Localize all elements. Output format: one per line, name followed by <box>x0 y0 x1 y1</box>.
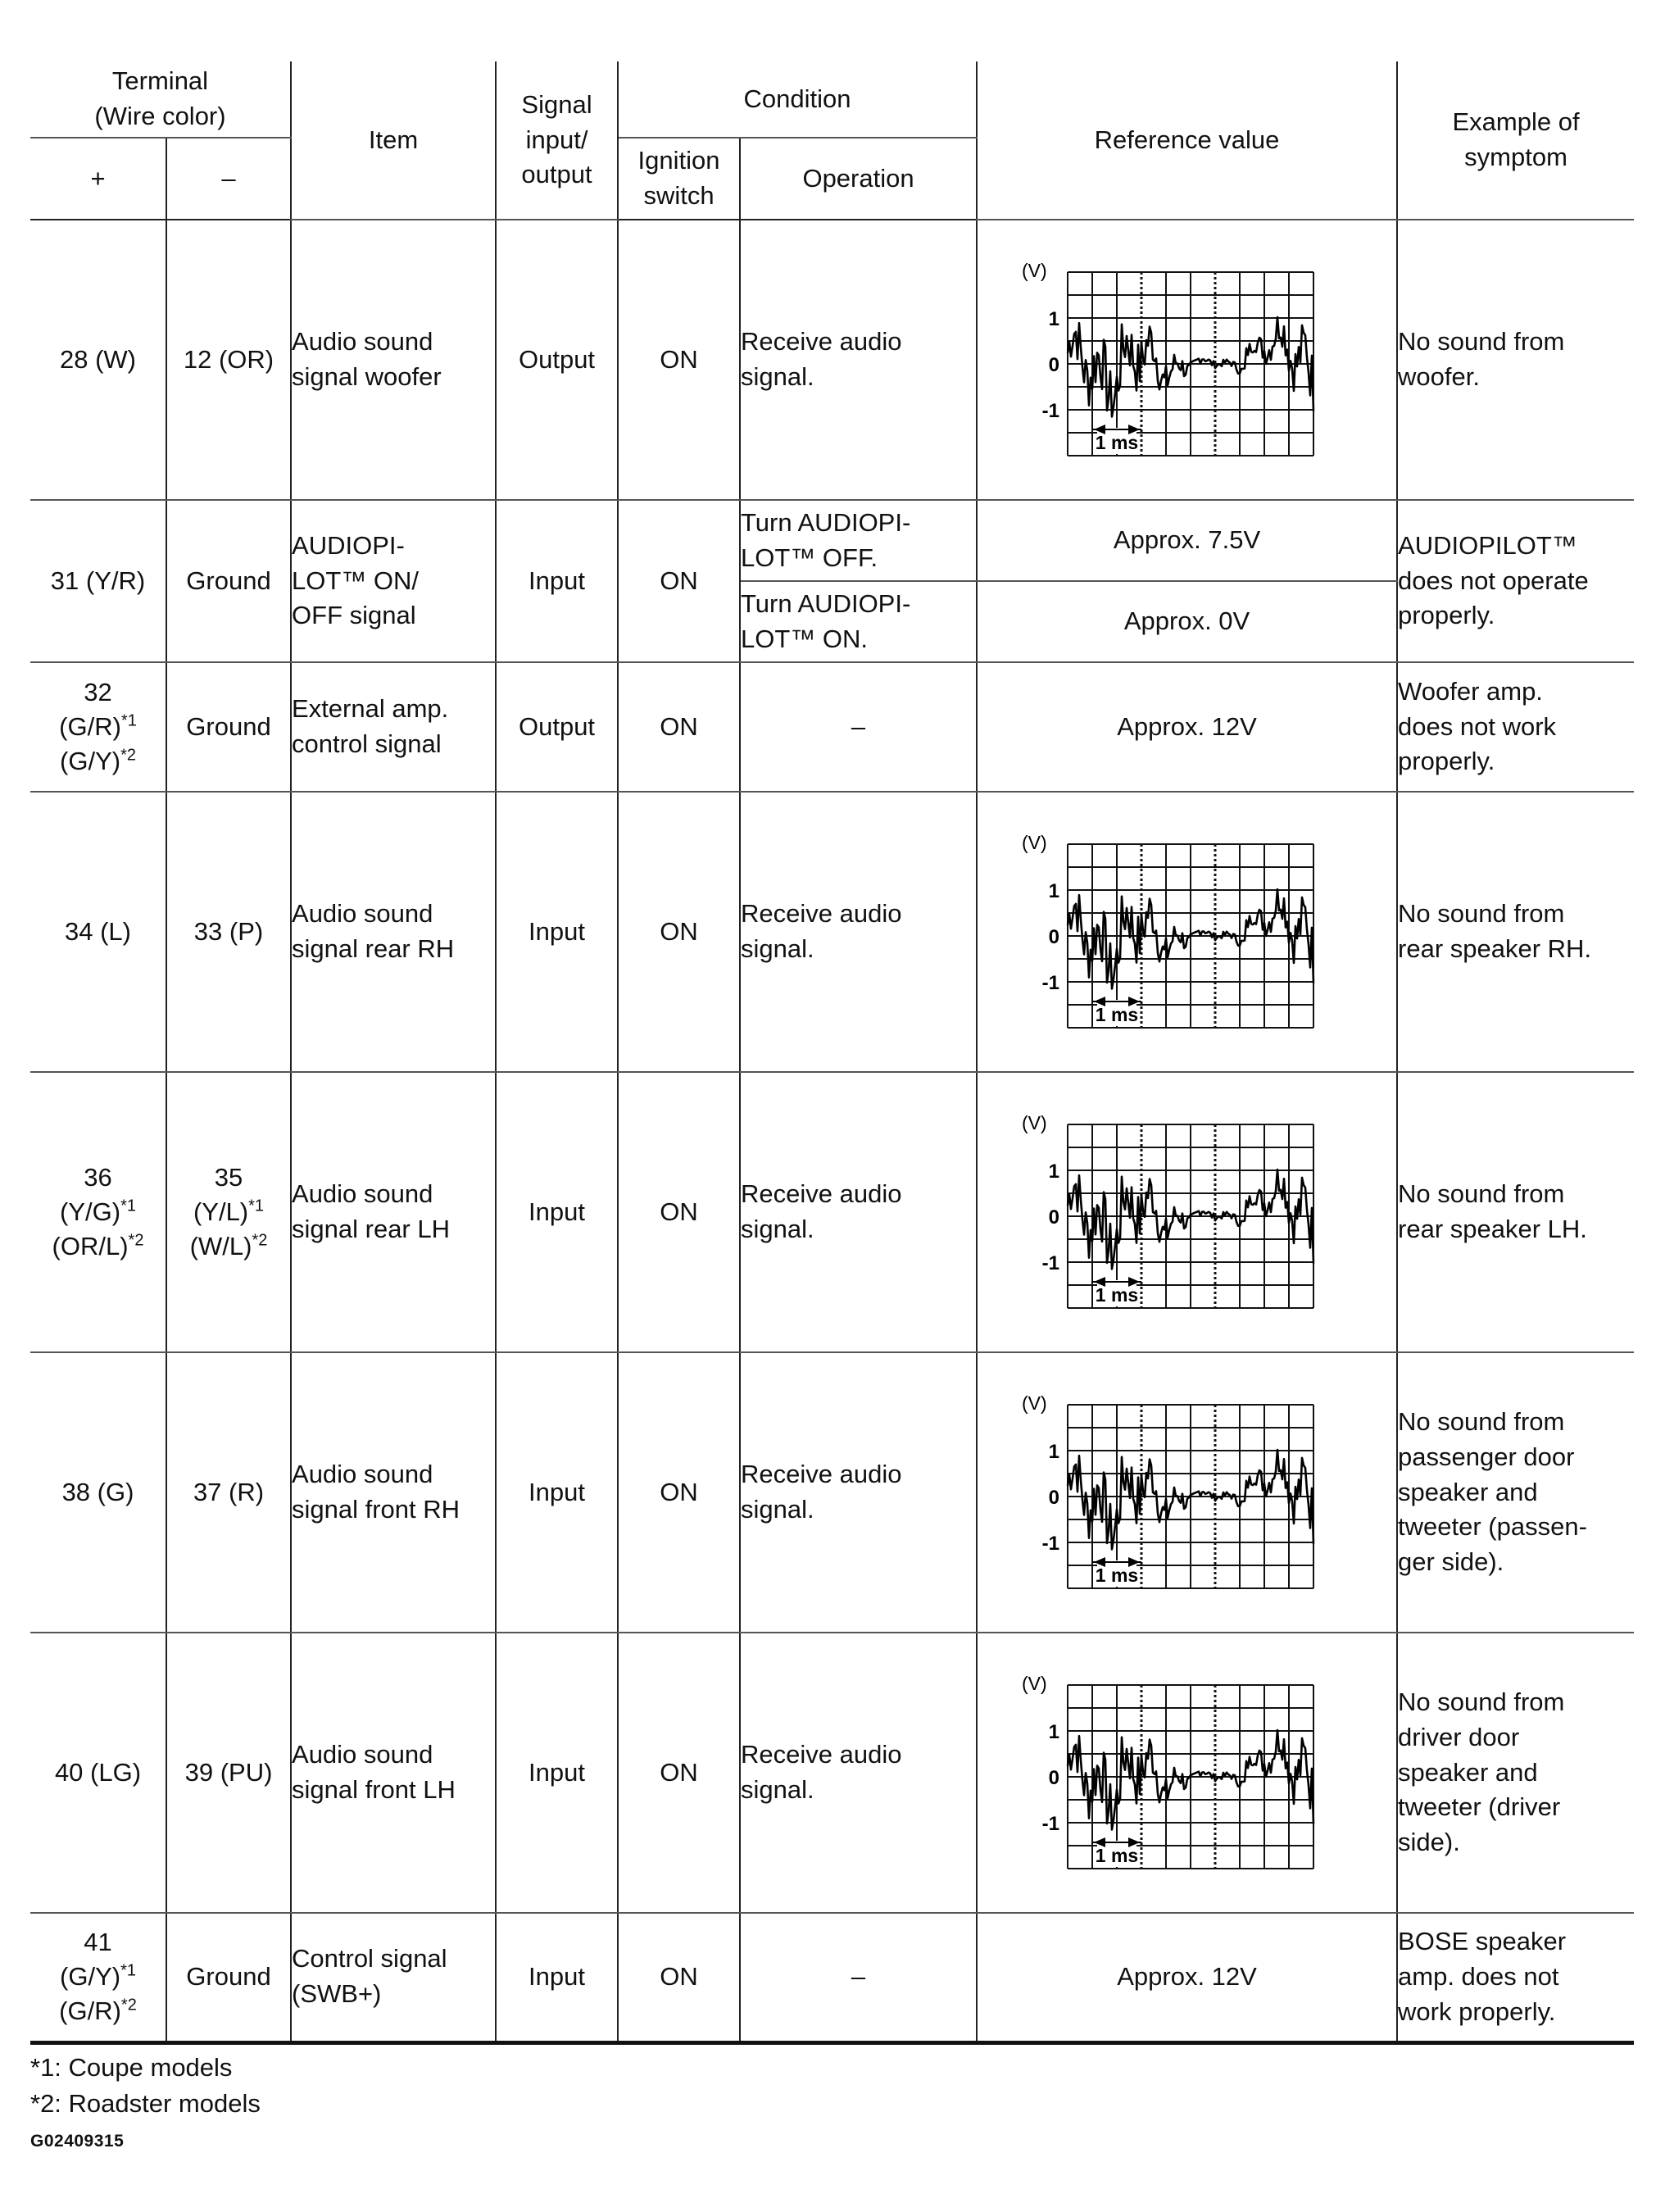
operation-line: Receive audio <box>741 327 902 357</box>
terminal-number: 41 <box>84 1928 112 1957</box>
table-row <box>30 792 1634 1072</box>
item-line: Audio sound <box>292 1740 433 1769</box>
symptom-line: properly. <box>1398 747 1495 776</box>
operation-line: LOT™ ON. <box>741 624 869 653</box>
y-tick-label: -1 <box>1041 1252 1059 1274</box>
symptom-line: No sound from <box>1398 899 1565 929</box>
item-line: Audio sound <box>292 327 433 357</box>
terminal-header-label: Terminal <box>111 66 209 96</box>
ignition-cell: ON <box>618 1633 740 1913</box>
symptom-header-line: symptom <box>1464 143 1567 171</box>
y-tick-label: 0 <box>1048 1767 1059 1789</box>
minus-terminal: Ground <box>166 500 291 662</box>
operation-line: signal. <box>741 1495 814 1524</box>
footnote-ref: *1 <box>120 1197 136 1215</box>
item-line: signal front RH <box>292 1495 460 1524</box>
terminal-reference-sheet <box>30 61 1634 2155</box>
reference-value-cell: Approx. 12V <box>977 662 1397 792</box>
operation-line: signal. <box>741 1215 814 1243</box>
oscilloscope-waveform <box>1015 257 1359 462</box>
time-scale-label: 1 ms <box>1095 432 1138 453</box>
operation-cell <box>740 220 977 500</box>
symptom-line: passenger door <box>1398 1442 1575 1471</box>
reference-value-cell: Approx. 7.5V <box>977 500 1397 581</box>
y-tick-label: -1 <box>1041 1813 1059 1835</box>
symptom-line: No sound from <box>1398 327 1565 357</box>
item-cell <box>291 1913 496 2042</box>
signal-io-header-line: output <box>521 160 592 189</box>
plus-terminal <box>30 1072 166 1352</box>
operation-line: Turn AUDIOPI- <box>741 588 911 618</box>
symptom-line: ger side). <box>1398 1547 1504 1577</box>
table-row <box>30 1352 1634 1633</box>
wire-color: (G/R) <box>59 712 121 742</box>
ignition-header-line: Ignition <box>637 146 720 175</box>
minus-terminal: 39 (PU) <box>166 1633 291 1913</box>
symptom-line: properly. <box>1398 601 1495 630</box>
y-tick-label: 0 <box>1048 1206 1059 1229</box>
symptom-line: No sound from <box>1398 1179 1565 1209</box>
ignition-cell: ON <box>618 1913 740 2042</box>
symptom-line: rear speaker LH. <box>1398 1215 1587 1243</box>
footnote-roadster: *2: Roadster models <box>30 2089 261 2119</box>
minus-terminal: 33 (P) <box>166 792 291 1072</box>
time-scale-label: 1 ms <box>1095 1565 1138 1586</box>
volt-unit-label: (V) <box>1021 1112 1047 1133</box>
minus-terminal <box>166 1072 291 1352</box>
operation-cell <box>740 581 977 662</box>
minus-terminal: 12 (OR) <box>166 220 291 500</box>
operation-line: Receive audio <box>741 899 902 929</box>
symptom-line: rear speaker RH. <box>1398 934 1592 963</box>
table-row <box>30 1633 1634 1913</box>
footnote-ref: *2 <box>120 1996 137 2014</box>
minus-terminal: 37 (R) <box>166 1352 291 1633</box>
table-row <box>30 500 1634 581</box>
item-cell <box>291 1072 496 1352</box>
volt-unit-label: (V) <box>1021 832 1047 853</box>
ignition-cell: ON <box>618 220 740 500</box>
time-scale-label: 1 ms <box>1095 1004 1138 1025</box>
plus-terminal: 38 (G) <box>30 1352 166 1633</box>
terminal-header <box>30 61 291 138</box>
minus-terminal: Ground <box>166 662 291 792</box>
item-line: Audio sound <box>292 899 433 929</box>
wire-color: (W/L) <box>189 1231 252 1260</box>
y-tick-label: 1 <box>1048 880 1059 902</box>
item-cell <box>291 500 496 662</box>
plus-terminal <box>30 1913 166 2042</box>
item-line: Audio sound <box>292 1179 433 1209</box>
plus-terminal: 34 (L) <box>30 792 166 1072</box>
symptom-cell <box>1397 1352 1634 1633</box>
ignition-cell: ON <box>618 792 740 1072</box>
symptom-line: work properly. <box>1398 1996 1556 2026</box>
item-cell <box>291 1633 496 1913</box>
y-tick-label: 0 <box>1048 926 1059 948</box>
symptom-header <box>1397 61 1634 220</box>
y-tick-label: 1 <box>1048 1441 1059 1463</box>
operation-header: Operation <box>740 138 977 220</box>
item-cell <box>291 1352 496 1633</box>
symptom-line: does not operate <box>1398 565 1589 595</box>
symptom-header-line: Example of <box>1452 107 1580 137</box>
item-line: OFF signal <box>292 601 416 630</box>
ignition-cell: ON <box>618 1072 740 1352</box>
symptom-line: BOSE speaker <box>1398 1927 1567 1956</box>
table-row <box>30 220 1634 500</box>
item-line: LOT™ ON/ <box>292 565 420 595</box>
item-header: Item <box>291 61 496 220</box>
operation-cell: – <box>740 1913 977 2042</box>
symptom-line: amp. does not <box>1398 1961 1559 1991</box>
operation-cell: – <box>740 662 977 792</box>
operation-line: LOT™ OFF. <box>741 543 878 572</box>
plus-terminal: 28 (W) <box>30 220 166 500</box>
footnote-ref: *2 <box>120 746 136 765</box>
volt-unit-label: (V) <box>1021 260 1047 281</box>
symptom-line: speaker and <box>1398 1757 1538 1787</box>
y-tick-label: -1 <box>1041 400 1059 422</box>
operation-cell <box>740 1072 977 1352</box>
item-line: (SWB+) <box>292 1979 382 2009</box>
signal-io-cell: Input <box>496 1913 618 2042</box>
plus-terminal: 31 (Y/R) <box>30 500 166 662</box>
y-tick-label: 0 <box>1048 1487 1059 1509</box>
wire-color: (Y/L) <box>193 1197 249 1227</box>
wire-color-header-label: (Wire color) <box>94 102 226 130</box>
plus-terminal-header: + <box>30 138 166 220</box>
item-line: control signal <box>292 729 442 758</box>
y-tick-label: -1 <box>1041 972 1059 994</box>
signal-io-cell: Input <box>496 500 618 662</box>
signal-io-header-line: Signal <box>521 89 592 119</box>
item-line: Control signal <box>292 1944 447 1974</box>
footnote-ref: *1 <box>120 711 137 730</box>
symptom-line: driver door <box>1398 1722 1520 1751</box>
item-line: signal rear LH <box>292 1215 450 1243</box>
item-cell <box>291 220 496 500</box>
wire-color: (Y/G) <box>60 1197 121 1227</box>
reference-value-header: Reference value <box>977 61 1397 220</box>
operation-line: Receive audio <box>741 1179 902 1209</box>
minus-terminal: Ground <box>166 1913 291 2042</box>
footnote-coupe: *1: Coupe models <box>30 2052 233 2082</box>
symptom-line: woofer. <box>1398 362 1480 391</box>
symptom-cell <box>1397 662 1634 792</box>
time-scale-label: 1 ms <box>1095 1284 1138 1306</box>
symptom-line: tweeter (passen- <box>1398 1512 1587 1542</box>
signal-io-cell: Output <box>496 220 618 500</box>
symptom-cell <box>1397 792 1634 1072</box>
symptom-cell <box>1397 500 1634 662</box>
item-cell <box>291 792 496 1072</box>
footnotes <box>30 2050 1634 2155</box>
ignition-cell: ON <box>618 1352 740 1633</box>
symptom-cell <box>1397 220 1634 500</box>
operation-cell <box>740 1633 977 1913</box>
y-tick-label: 1 <box>1048 1721 1059 1743</box>
item-line: signal front LH <box>292 1775 456 1804</box>
item-cell <box>291 662 496 792</box>
symptom-line: speaker and <box>1398 1477 1538 1506</box>
symptom-line: AUDIOPILOT™ <box>1398 530 1577 560</box>
ignition-switch-header <box>618 138 740 220</box>
oscilloscope-waveform <box>1015 1670 1359 1875</box>
signal-io-cell: Input <box>496 792 618 1072</box>
plus-terminal: 40 (LG) <box>30 1633 166 1913</box>
operation-line: Receive audio <box>741 1740 902 1769</box>
signal-io-header-line: input/ <box>525 125 588 154</box>
operation-line: signal. <box>741 362 814 391</box>
operation-line: Receive audio <box>741 1460 902 1489</box>
y-tick-label: 1 <box>1048 1161 1059 1183</box>
symptom-line: does not work <box>1398 711 1557 741</box>
volt-unit-label: (V) <box>1021 1673 1047 1694</box>
symptom-line: tweeter (driver <box>1398 1792 1561 1822</box>
symptom-line: Woofer amp. <box>1398 676 1543 706</box>
ignition-header-line: switch <box>643 181 715 210</box>
item-line: Audio sound <box>292 1460 433 1489</box>
wire-color: (G/Y) <box>60 1962 121 1992</box>
table-row <box>30 1913 1634 2042</box>
item-line: signal rear RH <box>292 934 455 963</box>
plus-terminal <box>30 662 166 792</box>
signal-io-cell: Input <box>496 1633 618 1913</box>
table-row <box>30 1072 1634 1352</box>
item-line: signal woofer <box>292 362 442 391</box>
item-line: AUDIOPI- <box>292 530 405 560</box>
y-tick-label: 0 <box>1048 354 1059 376</box>
operation-line: signal. <box>741 934 814 963</box>
ignition-cell: ON <box>618 500 740 662</box>
symptom-cell <box>1397 1913 1634 2042</box>
signal-io-cell: Input <box>496 1072 618 1352</box>
symptom-line: No sound from <box>1398 1407 1565 1437</box>
time-scale-label: 1 ms <box>1095 1845 1138 1866</box>
operation-cell <box>740 500 977 581</box>
footnote-ref: *1 <box>120 1962 136 1980</box>
item-line: External amp. <box>292 694 449 724</box>
symptom-cell <box>1397 1633 1634 1913</box>
oscilloscope-waveform <box>1015 1110 1359 1315</box>
minus-terminal-header: – <box>166 138 291 220</box>
table-row <box>30 662 1634 792</box>
symptom-line: No sound from <box>1398 1687 1565 1717</box>
operation-cell <box>740 792 977 1072</box>
terminal-reference-table <box>30 61 1634 2045</box>
operation-line: Turn AUDIOPI- <box>741 507 911 537</box>
reference-waveform-cell <box>977 1633 1397 1913</box>
reference-waveform-cell <box>977 1072 1397 1352</box>
symptom-cell <box>1397 1072 1634 1352</box>
terminal-number: 32 <box>84 678 112 707</box>
oscilloscope-waveform <box>1015 829 1359 1034</box>
wire-color: (G/R) <box>59 1996 121 2026</box>
ignition-cell: ON <box>618 662 740 792</box>
condition-header: Condition <box>618 61 977 138</box>
footnote-ref: *2 <box>252 1231 268 1250</box>
terminal-number: 36 <box>84 1163 112 1192</box>
reference-value-cell: Approx. 12V <box>977 1913 1397 2042</box>
symptom-line: side). <box>1398 1828 1460 1857</box>
figure-id: G02409315 <box>30 2132 125 2151</box>
signal-io-cell: Input <box>496 1352 618 1633</box>
reference-waveform-cell <box>977 792 1397 1072</box>
signal-io-header <box>496 61 618 220</box>
volt-unit-label: (V) <box>1021 1392 1047 1414</box>
operation-cell <box>740 1352 977 1633</box>
operation-line: signal. <box>741 1775 814 1804</box>
reference-value-cell: Approx. 0V <box>977 581 1397 662</box>
oscilloscope-waveform <box>1015 1390 1359 1595</box>
y-tick-label: 1 <box>1048 308 1059 330</box>
signal-io-cell: Output <box>496 662 618 792</box>
reference-waveform-cell <box>977 1352 1397 1633</box>
wire-color: (OR/L) <box>52 1231 129 1260</box>
y-tick-label: -1 <box>1041 1533 1059 1555</box>
wire-color: (G/Y) <box>60 746 121 775</box>
reference-waveform-cell <box>977 220 1397 500</box>
table-header <box>30 61 1634 220</box>
footnote-ref: *2 <box>128 1231 144 1250</box>
terminal-number: 35 <box>214 1163 243 1192</box>
footnote-ref: *1 <box>248 1197 265 1215</box>
